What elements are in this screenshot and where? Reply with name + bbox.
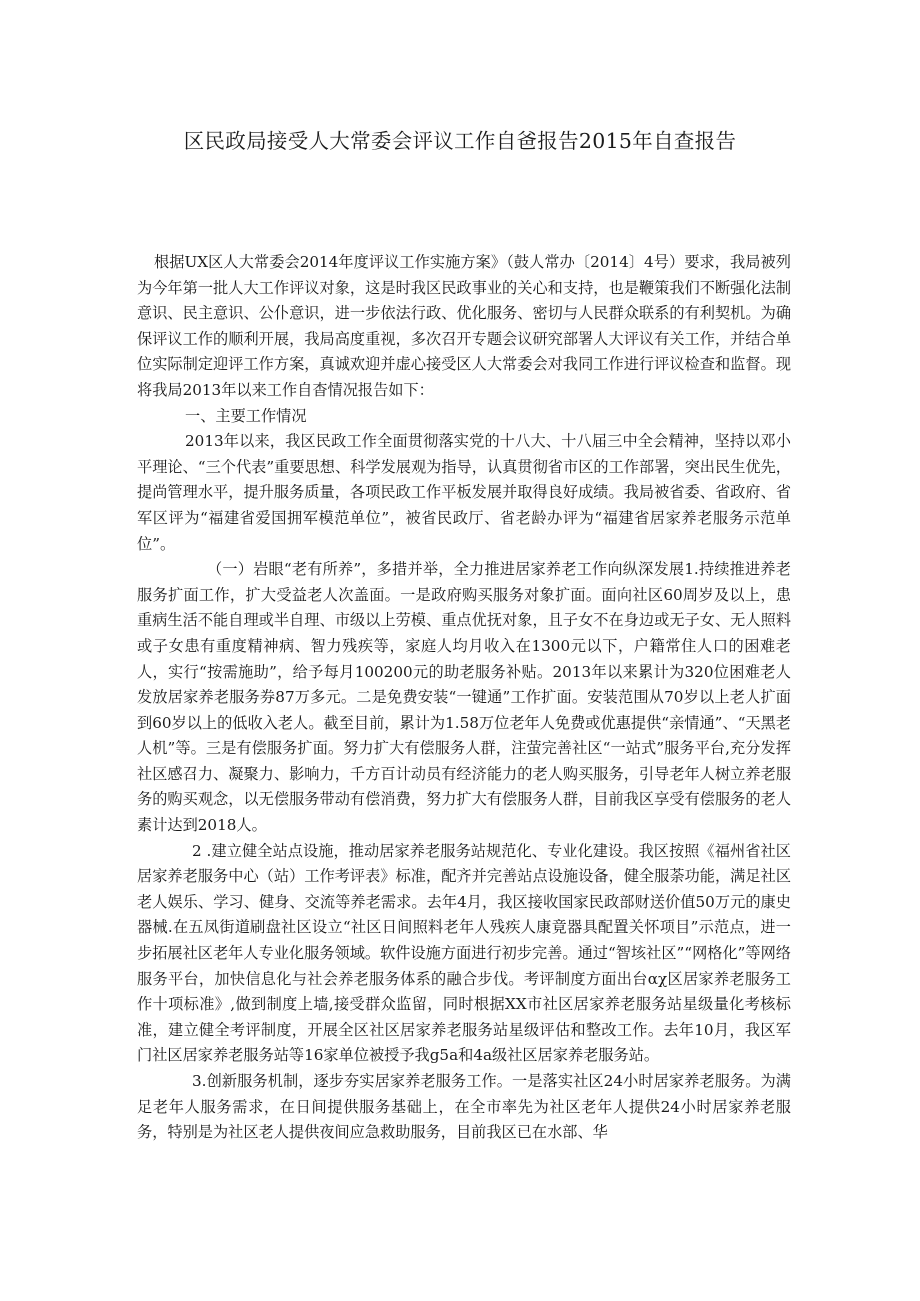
document-body [137,250,791,1146]
overview-paragraph: 2013年以来，我区民政工作全面贯彻落实党的十八大、十八届三中全会精神，坚持以邓小平理论、“三个代表”重要思想、科学发展观为指导，认真贯彻省市区的工作部署，突出民生优先，提尚管理水平，提升服务质量，各项民政工作平板发展并取得良好成绩。我局被省委、省政府、省军区评为“福建省爱国拥军模范单位”，被省民政厅、省老龄办评为“福建省居家养老服务示范单位”。 [137,432,791,553]
document-title: 区民政局接受人大常委会评议工作自爸报告2015年自查报告 [183,129,737,153]
subsection-paragraph-1: （一）岩眼“老有所养”，多措并举，全力推进居家养老工作向纵深发展1.持续推进养老服务扩面工作，扩大受益老人次盖面。一是政府购买服务对象扩面。面向社区60周岁及以上，患重病生活不能自理或半自理、市级以上劳模、重点优抚对象，且子女不在身边或无子女、无人照料或子女患有重度精神病、智力残疾等，家庭人均月收入在1300元以下，户籍常住人口的困难老人，实行“按需施助”，给予每月100200元的助老服务补贴。2013年以来累计为320位困难老人发放居家养老服务券87万多元。二是免费安装“一键通”工作扩面。安装范围从70岁以上老人扩面到60岁以上的低收入老人。截至目前，累计为1.58万位老年人免费或优惠提供“亲情通”、“天黑老人机”等。三是有偿服务扩面。努力扩大有偿服务人群，注萤完善社区“一站式”服务平台,充分发挥社区感召力、凝聚力、影响力，千方百计动员有经济能力的老人购买服务，引导老年人树立养老服务的购买观念，以无偿服务带动有偿消费，努力扩大有偿服务人群，目前我区享受有偿服务的老人素计达到2018人。 [137,560,791,835]
subsection-paragraph-3: 3.创新服务机制，逐步夯实居家养老服务工作。一是落实社区24小时居家养老服务。为满足老年人服务需求，在日间提供服务基础上，在全市率先为社区老年人提供24小时居家养老服务，特别是为社区老人提供夜间应急救助服务，目前我区已在水部、华 [137,1072,791,1142]
intro-paragraph: 根据UX区人大常委会2014年度评议工作实施方案》（鼓人常办〔2014〕4号）要求，我局被列为今年第一批人大工作评议对象，这是时我区民政事业的关心和支持，也是鞭策我们不断强化法制意识、民主意识、公仆意识，进一步依法行政、优化服务、密切与人民群众联系的有利契机。为确保评议工作的顺利开展，我局高度重视，多次召开专题会议研究部署人大评议有关工作，并结合单位实际制定迎评工作方案，真诚欢迎并虚心接受区人大常委会对我同工作进行评议检查和监督。现将我局2013年以来工作自杳情况报告如下： [137,253,791,399]
section-heading: 一、主要工作情况 [185,406,307,425]
subsection-paragraph-2: 2 .建立健全站点设施，推动居家养老服务站规范化、专业化建设。我区按照《福州省社区居家养老服务中心（站）工作考评表》标准，配齐并完善站点设施设备，健全服荼功能，满足社区老人娱乐、学习、健身、交流等养老需求。去年4月，我区接收国家民政部财送价值50万元的康史器械.在五凤街道刷盘社区设立“社区日间照料老年人残疾人康竟器具配置关怀项目”示范点，进一步拓展社区老年人专业化服务领域。软件设施方面进行初步完善。通过“智垓社区”“网格化”等网络服务平台，加快信息化与社会养老服务体系的融合步伐。考评制度方面出台αχ区居家养老服务工作十项标准》,做到制度上墙,接受群众监留，同时根据XX市社区居家养老服务站星级量化考核标准，建立健全考评制度，开展全区社区居家养老服务站星级评估和整改工作。去年10月，我区军门社区居家养老服务站等16家单位被授予我g5a和4a级社区居家养老服务站。 [137,841,791,1065]
